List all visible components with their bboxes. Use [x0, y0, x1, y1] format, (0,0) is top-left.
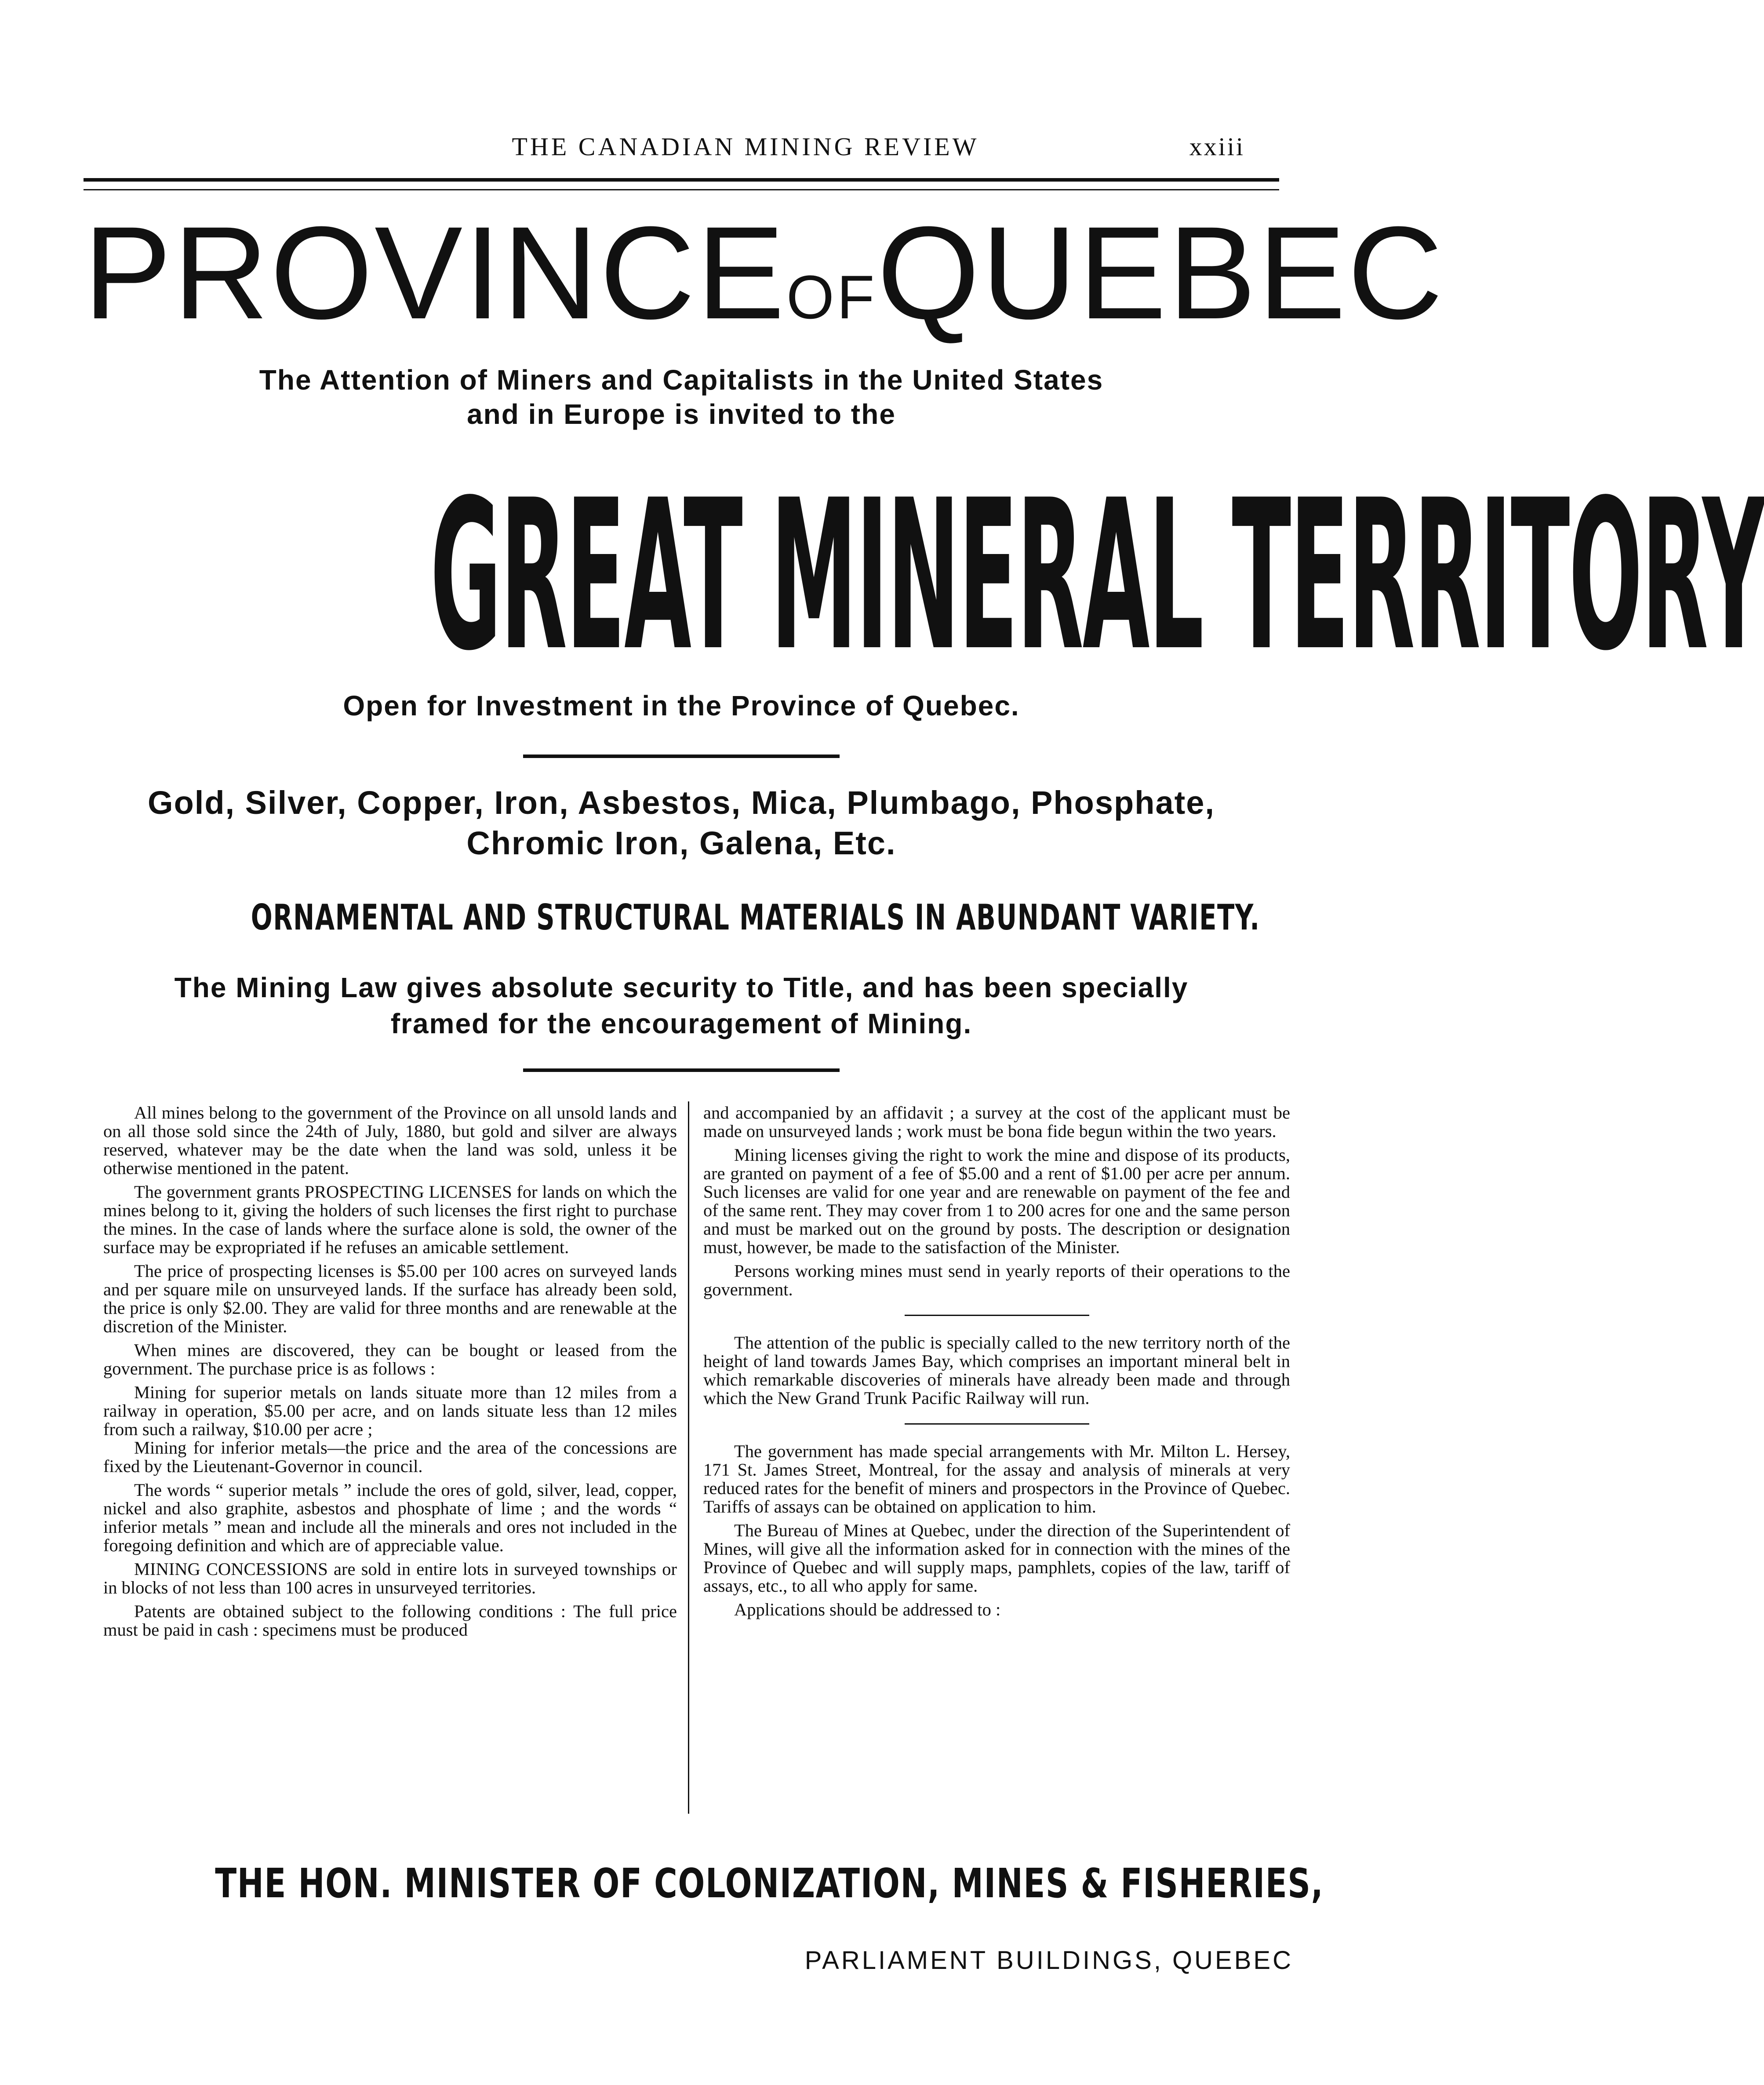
left-paragraph: MINING CONCESSIONS are sold in entire lots in surveyed townships or in blocks of not less than 100 acres in unsurveyed territories. — [103, 1559, 677, 1597]
mining-law-text — [84, 970, 1279, 1042]
header-rule-thin — [84, 189, 1279, 190]
running-head: THE CANADIAN MINING REVIEW — [512, 132, 979, 161]
divider-rule-1 — [523, 755, 840, 758]
title-province: PROVINCE — [84, 199, 786, 346]
attention-line-1: The Attention of Miners and Capitalists in the United States — [259, 364, 1104, 396]
minerals-line-1: Gold, Silver, Copper, Iron, Asbestos, Mica, Plumbago, Phosphate, — [148, 784, 1215, 821]
ornamental-heading: ORNAMENTAL AND STRUCTURAL MATERIALS IN ABUNDANT VARIETY. — [251, 897, 1260, 938]
right-paragraph: The government has made special arrangements with Mr. Milton L. Hersey, 171 St. James Street, Montreal, for the assay and analysis of minerals at very reduced rates for the benefit of miners and prospectors in the Province of Quebec. Tariffs of assays can be obtained on application to him. — [703, 1441, 1290, 1516]
right-column — [703, 1104, 1290, 1624]
left-paragraph: The price of prospecting licenses is $5.00 per 100 acres on surveyed lands and per square mile on unsurveyed lands. If the surface has already been sold, the price is only $2.00. They are valid for three months and are renewable at the discretion of the Minister. — [103, 1261, 677, 1336]
left-column — [103, 1104, 677, 1639]
page-number: xxiii — [1189, 132, 1245, 161]
column-divider — [688, 1101, 689, 1814]
minerals-line-2: Chromic Iron, Galena, Etc. — [466, 825, 896, 861]
right-paragraph: Persons working mines must send in yearly reports of their operations to the government. — [703, 1261, 1290, 1299]
left-paragraph: Patents are obtained subject to the following conditions : The full price must be paid in cash : specimens must be produced — [103, 1601, 677, 1640]
divider-rule-2 — [523, 1068, 840, 1072]
attention-text — [84, 363, 1279, 431]
attention-line-2: and in Europe is invited to the — [467, 398, 896, 430]
minister-heading: THE HON. MINISTER OF COLONIZATION, MINES & FISHERIES, — [215, 1860, 1324, 1907]
title-quebec: QUEBEC — [877, 199, 1445, 346]
right-paragraph: Mining licenses giving the right to work the mine and dispose of its products, are granted on payment of a fee of $5.00 and a rent of $1.00 per acre per annum. Such licenses are valid for one year and are renewable on payment of the fee and of the same rent. They may cover from 1 to 200 acres for one and the same person and must be marked out on the ground by posts. The description or designation must, however, be made to the satisfaction of the Minister. — [703, 1145, 1290, 1257]
left-paragraph: When mines are discovered, they can be bought or leased from the government. The purchase price is as follows : — [103, 1340, 677, 1378]
left-paragraph: Mining for inferior metals—the price and the area of the concessions are fixed by the Lieutenant-Governor in council. — [103, 1438, 677, 1476]
headline-great-mineral-territory: GREAT MINERAL TERRITORY — [430, 456, 1764, 696]
page-title — [84, 199, 1445, 346]
left-paragraph: The government grants PROSPECTING LICENSES for lands on which the mines belong to it, giving the holders of such licenses the first right to purchase the mines. In the case of lands where the surface alone is sold, the owner of the surface may be expropriated if he refuses an amicable settlement. — [103, 1182, 677, 1257]
law-line-1: The Mining Law gives absolute security to Title, and has been specially — [174, 972, 1189, 1003]
column-section-rule — [905, 1423, 1089, 1425]
column-section-rule — [905, 1315, 1089, 1316]
left-paragraph: All mines belong to the government of the Province on all unsold lands and on all those sold since the 24th of July, 1880, but gold and silver are always reserved, whatever may be the date when the land was sold, unless it be otherwise mentioned in the patent. — [103, 1103, 677, 1178]
law-line-2: framed for the encouragement of Mining. — [390, 1008, 972, 1039]
right-paragraph: The Bureau of Mines at Quebec, under the direction of the Superintendent of Mines, will give all the information asked for in connection with the mines of the Province of Quebec and will supply maps, pamphlets, copies of the law, tariff of assays, etc., to all who apply for same. — [703, 1520, 1290, 1596]
left-paragraph: The words “ superior metals ” include the ores of gold, silver, lead, copper, nickel and also graphite, asbestos and phosphate of lime ; and the words “ inferior metals ” mean and include all the minerals and ores not included in the foregoing definition and which are of appreciable value. — [103, 1480, 677, 1555]
left-paragraph: Mining for superior metals on lands situate more than 12 miles from a railway in operation, $5.00 per acre, and on lands situate less than 12 miles from such a railway, $10.00 per acre ; — [103, 1382, 677, 1439]
header-rule-thick — [84, 178, 1279, 182]
title-of: OF — [786, 262, 877, 332]
minerals-list — [84, 783, 1279, 864]
right-paragraph: and accompanied by an affidavit ; a survey at the cost of the applicant must be made on unsurveyed lands ; work must be bona fide begun within the two years. — [703, 1103, 1290, 1141]
right-paragraph: Applications should be addressed to : — [734, 1600, 1001, 1619]
address-line: PARLIAMENT BUILDINGS, QUEBEC — [804, 1946, 1293, 1975]
open-for-investment: Open for Investment in the Province of Quebec. — [343, 690, 1020, 722]
right-paragraph: The attention of the public is specially called to the new territory north of the height of land towards James Bay, which comprises an important mineral belt in which remarkable discoveries of minerals have already been made and through which the New Grand Trunk Pacific Railway will run. — [703, 1333, 1290, 1408]
